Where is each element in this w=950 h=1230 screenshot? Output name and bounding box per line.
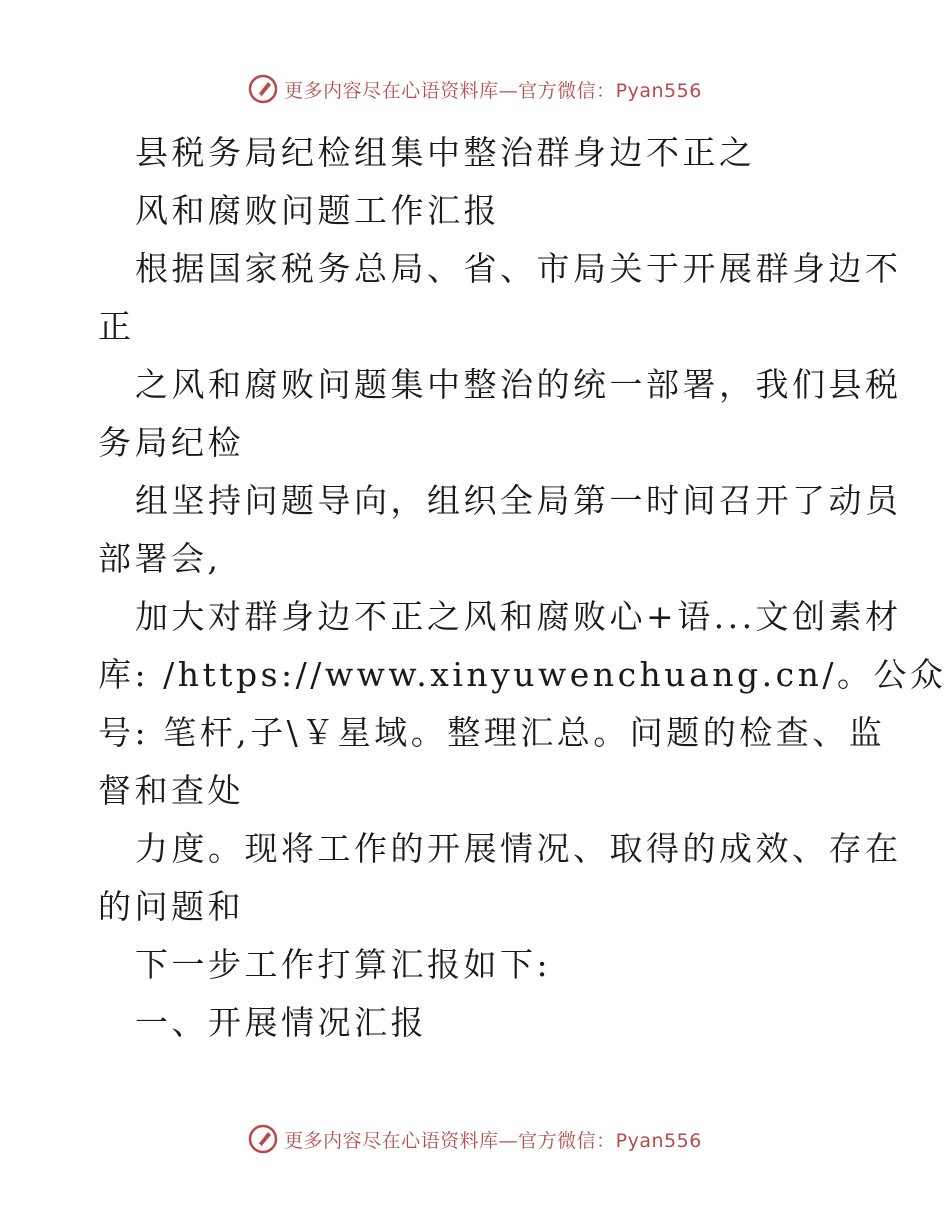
header-watermark xyxy=(0,74,950,104)
text-line: 之风和腐败问题集中整治的统一部署，我们县税 xyxy=(135,365,902,404)
text-line: 风和腐败问题工作汇报 xyxy=(135,191,500,230)
text-line: 县税务局纪检组集中整治群身边不正之 xyxy=(135,133,756,172)
pen-nib-icon xyxy=(248,74,278,104)
text-line: 正 xyxy=(98,307,135,346)
text-line: 下一步工作打算汇报如下: xyxy=(135,945,552,984)
text-line: 力度。现将工作的开展情况、取得的成效、存在 xyxy=(135,829,902,868)
text-line: 的问题和 xyxy=(98,887,244,926)
text-line: 部署会, xyxy=(98,539,222,578)
text-line: 号: 笔杆,子\￥星域。整理汇总。问题的检查、监 xyxy=(98,713,886,752)
pen-nib-icon xyxy=(248,1124,278,1154)
text-line: 组坚持问题导向，组织全局第一时间召开了动员 xyxy=(135,481,902,520)
watermark-text: 更多内容尽在心语资料库—官方微信：Pyan556 xyxy=(284,1129,702,1152)
text-line: 库: /https://www.xinyuwenchuang.cn/。公众 xyxy=(98,655,947,694)
text-line: 务局纪检 xyxy=(98,423,244,462)
watermark-text: 更多内容尽在心语资料库—官方微信：Pyan556 xyxy=(284,79,702,102)
document-body xyxy=(98,124,947,1052)
text-line: 加大对群身边不正之风和腐败心+语...文创素材 xyxy=(135,597,902,636)
section-heading: 一、开展情况汇报 xyxy=(135,1003,427,1042)
text-line: 督和查处 xyxy=(98,771,244,810)
text-line: 根据国家税务总局、省、市局关于开展群身边不 xyxy=(135,249,902,288)
footer-watermark xyxy=(0,1124,950,1154)
